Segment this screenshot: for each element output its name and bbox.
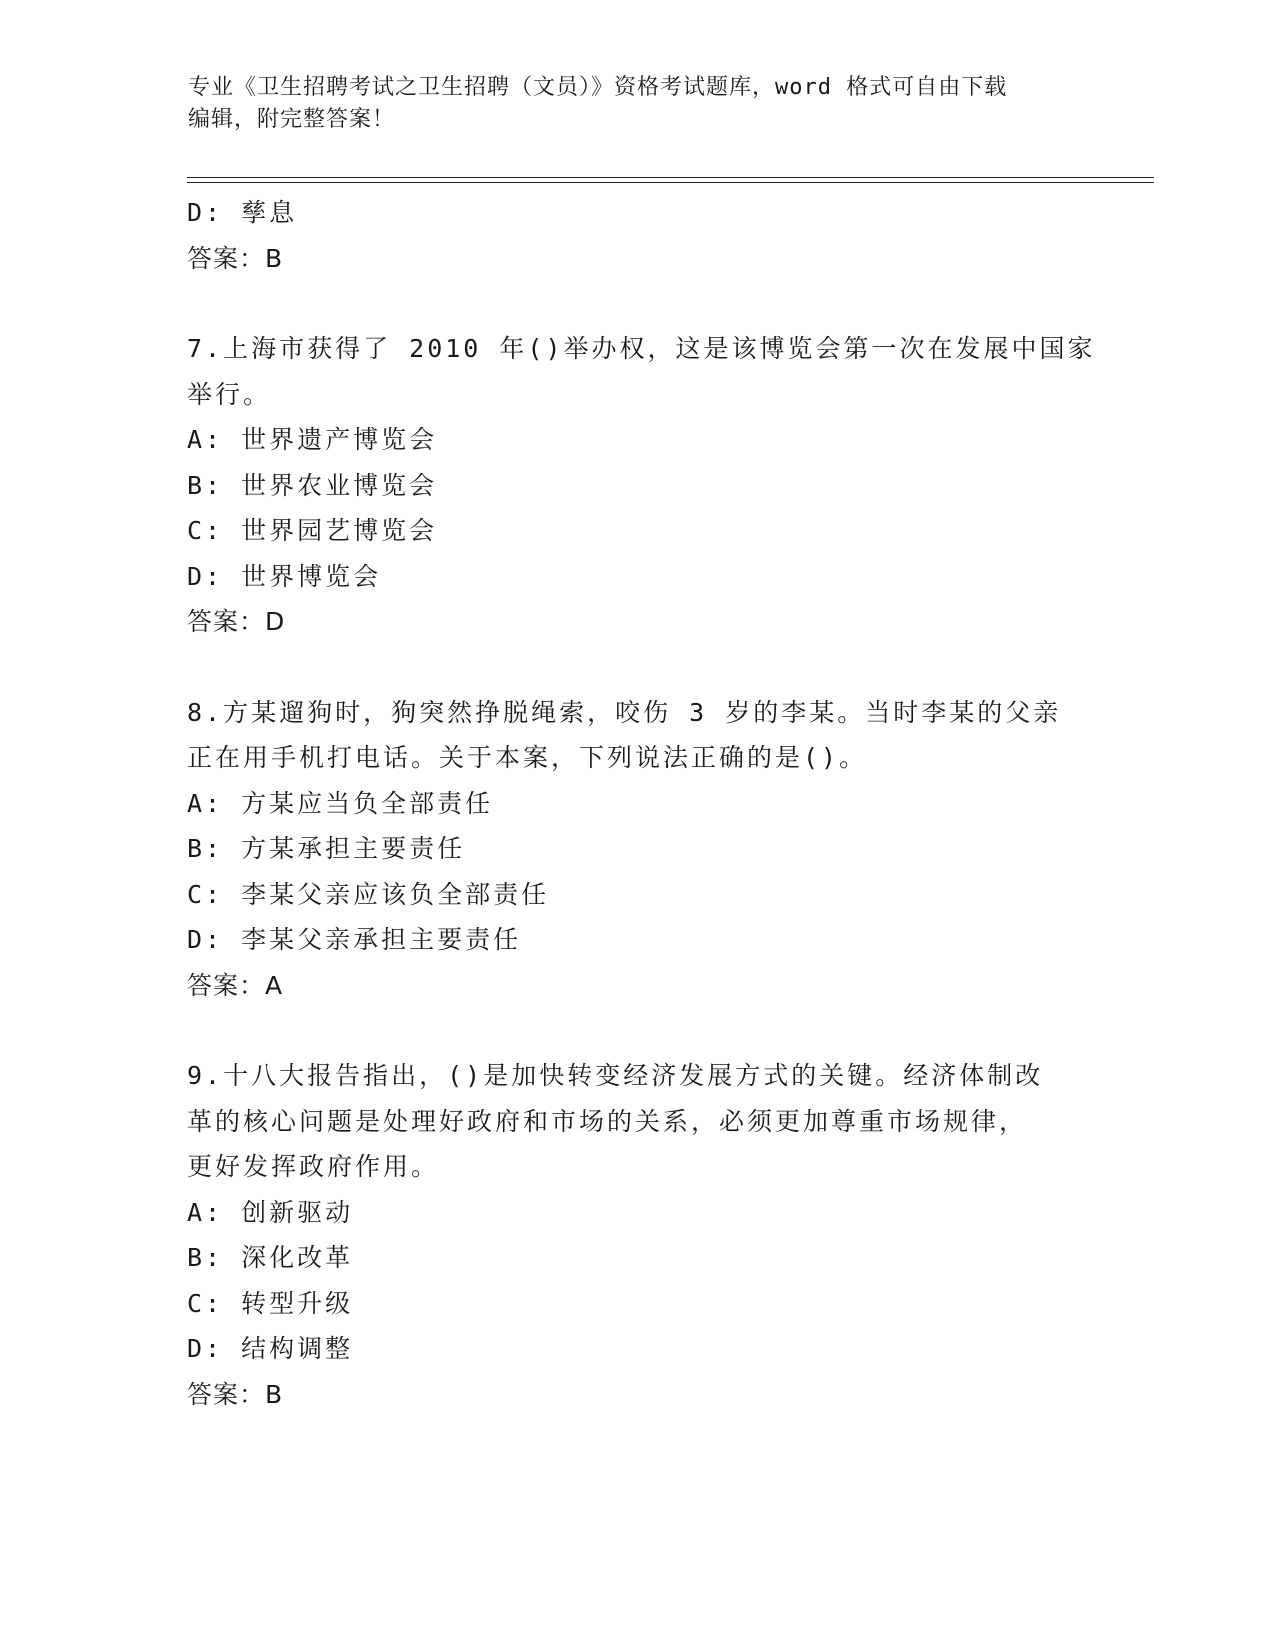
question-7	[187, 326, 1096, 645]
option-c: C: 世界园艺博览会	[187, 516, 438, 545]
question-text-line: 8.方某遛狗时，狗突然挣脱绳索，咬伤 3 岁的李某。当时李某的父亲	[187, 697, 1062, 727]
question-text-line: 更好发挥政府作用。	[187, 1152, 440, 1181]
prev-option-d: D: 孳息	[187, 198, 298, 227]
question-text-line: 9.十八大报告指出，()是加快转变经济发展方式的关键。经济体制改	[187, 1061, 1044, 1090]
header-line-2: 编辑，附完整答案！	[188, 107, 396, 132]
prev-answer: 答案：B	[187, 243, 284, 273]
option-a: A: 世界遗产博览会	[187, 425, 438, 454]
question-8	[187, 690, 1087, 1009]
option-d: D: 结构调整	[187, 1334, 354, 1363]
header-line-1: 专业《卫生招聘考试之卫生招聘（文员）》资格考试题库，word 格式可自由下载	[188, 75, 1008, 100]
option-d: D: 世界博览会	[187, 561, 382, 591]
spacer	[187, 281, 1087, 326]
spacer	[187, 1008, 1087, 1053]
question-text-line: 正在用手机打电话。关于本案，下列说法正确的是()。	[187, 743, 868, 772]
question-text-line: 7.上海市获得了 2010 年()举办权，这是该博览会第一次在发展中国家	[187, 334, 1096, 363]
question-text-line: 举行。	[187, 379, 272, 409]
question-text-line: 革的核心问题是处理好政府和市场的关系，必须更加尊重市场规律，	[187, 1106, 1028, 1136]
document-body	[187, 190, 1096, 1417]
option-a: A: 方某应当负全部责任	[187, 788, 494, 818]
answer: 答案：A	[187, 970, 284, 1000]
option-d: D: 李某父亲承担主要责任	[187, 925, 522, 954]
option-b: B: 深化改革	[187, 1243, 354, 1272]
answer: 答案：D	[187, 607, 286, 636]
option-b: B: 方某承担主要责任	[187, 834, 466, 863]
document-header	[188, 72, 1088, 136]
spacer	[187, 645, 1087, 690]
header-divider-bottom	[187, 182, 1154, 183]
answer: 答案：B	[187, 1379, 284, 1409]
option-a: A: 创新驱动	[187, 1197, 354, 1227]
option-c: C: 李某父亲应该负全部责任	[187, 879, 550, 909]
header-divider-top	[187, 177, 1154, 178]
option-c: C: 转型升级	[187, 1288, 354, 1318]
question-9	[187, 1053, 1087, 1417]
option-b: B: 世界农业博览会	[187, 470, 438, 500]
